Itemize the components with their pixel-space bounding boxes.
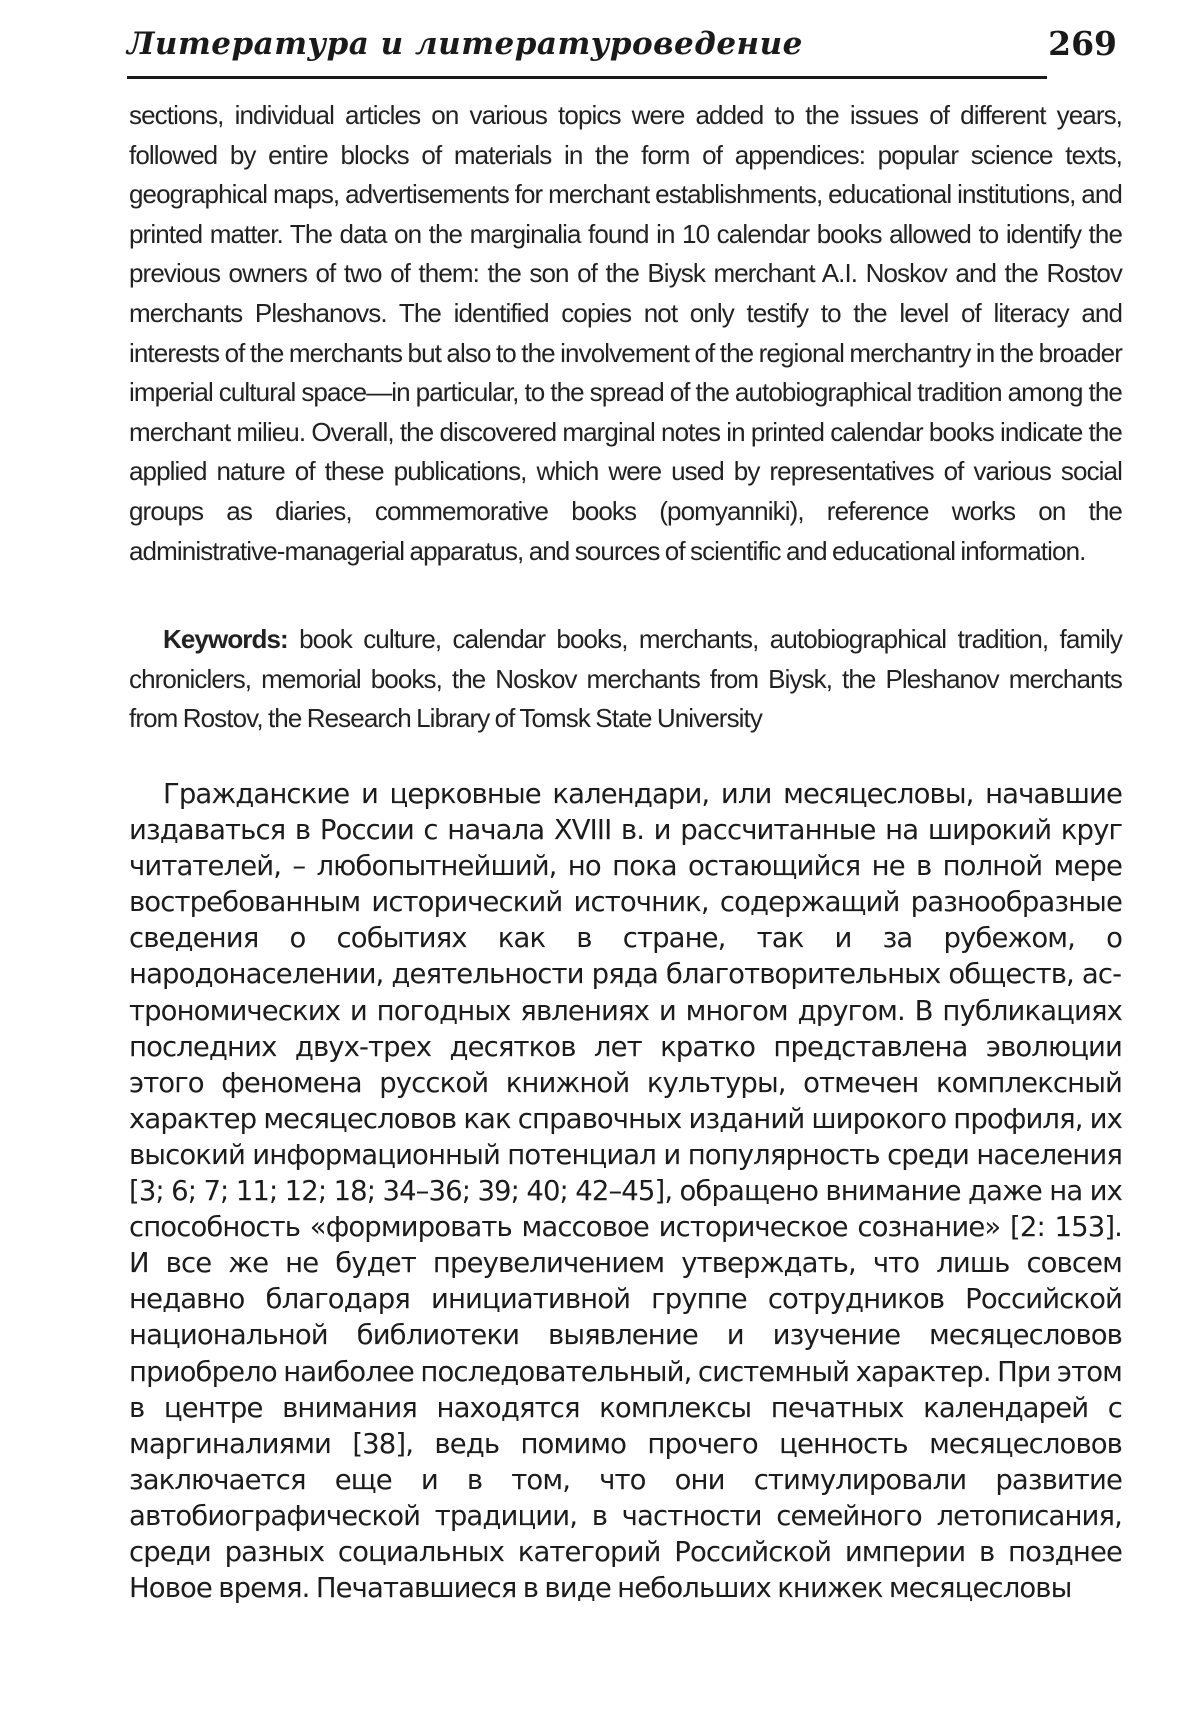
keywords-paragraph (129, 620, 1122, 739)
header-divider (127, 76, 1047, 79)
keywords-text: book culture, calendar books, merchants, autobiographical tradition, family chroniclers, memorial books, the Noskov merchants from Biysk, the Pleshanov merchants from Rostov, the Research Library of Tomsk State University (129, 624, 1122, 734)
section-title: Литература и литературоведение (127, 26, 803, 62)
main-body-paragraph: Гражданские и церковные календари, или месяцесловы, начавшие издаваться в России с начала XVIII в. и рассчитанные на широкий круг читателей, – любопытнейший, но пока остающийся не в полной мере востребованным исторический источник, содержащий разнообразные сведения о событиях как в стране, так и за рубежом, о народонаселении, деятельности ряда благотворительных обществ, астрономических и погодных явлениях и многом другом. В публикациях последних двух-трех десятков лет кратко представлена эволюции этого феномена русской книжной культуры, отмечен комплексный характер месяцесловов как справочных изданий широкого профиля, их высокий информационный потенциал и популярность среди населения [3; 6; 7; 11; 12; 18; 34–36; 39; 40; 42–45], обращено внимание даже на их способность «формировать массовое историческое сознание» [2: 153]. И все же не будет преувеличением утверждать, что лишь совсем недавно благодаря инициативной группе сотрудников Российской национальной библиотеки выявление и изучение месяцесловов приобрело наиболее последовательный, системный характер. При этом в центре внимания находятся комплексы печатных календарей с маргиналиями [38], ведь помимо прочего ценность месяцесловов заключается еще и в том, что они стимулировали развитие автобиографической традиции, в частности семейного летописания, среди разных социальных категорий Российской империи в позднее Новое время. Печатавшиеся в виде небольших книжек месяцесловы (129, 778, 1122, 1605)
abstract-paragraph: sections, individual articles on various topics were added to the issues of different years, followed by entire blocks of materials in the form of appendices: popular science texts, geographical maps, advertisements for merchant establishments, educational institutions, and printed matter. The data on the marginalia found in 10 calendar books allowed to identify the previous owners of two of them: the son of the Biysk merchant A.I. Noskov and the Rostov merchants Pleshanovs. The identified copies not only testify to the level of literacy and interests of the merchants but also to the involvement of the regional merchantry in the broader imperial cultural space—in particular, to the spread of the autobiographical tradition among the merchant milieu. Overall, the discovered marginal notes in printed calendar books indicate the applied nature of these publications, which were used by representatives of various social groups as diaries, commemorative books (pomyanniki), reference works on the administrative-managerial apparatus, and sources of scientific and educational information. (129, 100, 1122, 566)
keywords-label: Keywords: (163, 624, 288, 654)
page-number: 269 (1048, 24, 1117, 63)
running-header (127, 22, 1127, 72)
